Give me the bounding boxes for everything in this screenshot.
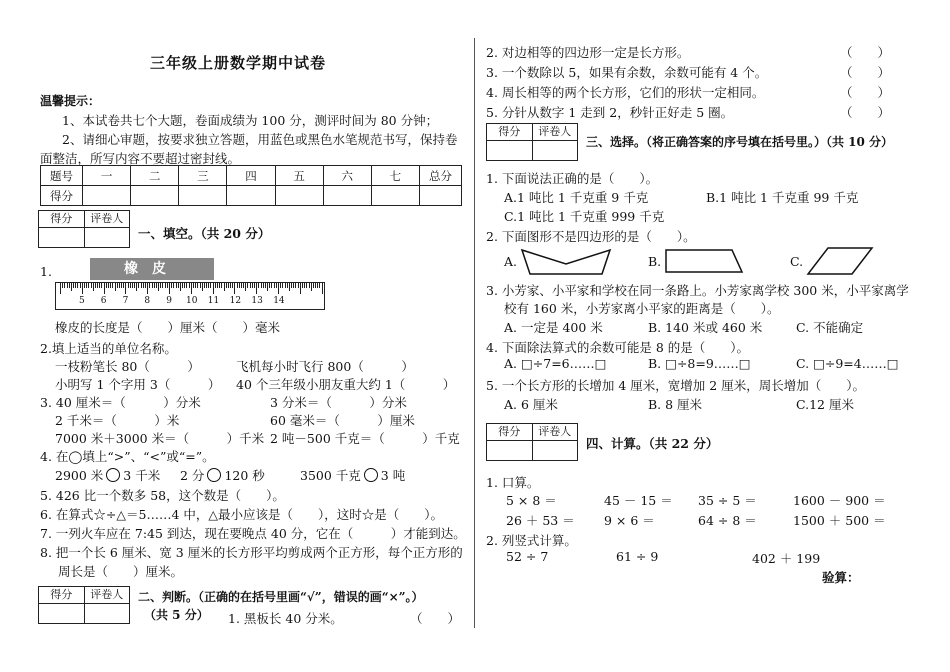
calc-r1-c4: 1600 － 900 ＝	[793, 493, 886, 508]
ruler-tick	[132, 283, 133, 288]
ruler-tick	[228, 283, 229, 288]
ruler-tick	[252, 283, 253, 288]
ruler-tick	[84, 283, 85, 288]
s2-q3: 3. 一个数除以 5，如果有余数，余数可能有 4 个。	[486, 65, 768, 80]
ruler-tick	[195, 283, 196, 288]
s3-q2: 2. 下面图形不是四边形的是（ ）。	[486, 229, 696, 244]
ruler-tick	[319, 283, 320, 288]
ruler-tick	[254, 283, 255, 288]
ruler-tick	[97, 283, 98, 288]
ruler-tick	[285, 283, 286, 288]
ruler-tick	[182, 283, 183, 288]
s1-q2-a: 一枝粉笔长 80（ ）	[55, 359, 200, 374]
ruler-tick	[152, 283, 153, 288]
ruler-tick	[210, 283, 211, 288]
ruler-tick	[221, 283, 222, 288]
s3-q1: 1. 下面说法正确的是（ ）。	[486, 171, 659, 186]
s1-q3-b: 3 分米＝（ ）分米	[270, 395, 407, 410]
ruler-tick	[274, 283, 275, 288]
ruler-tick	[178, 283, 179, 288]
s1-q2-b: 飞机每小时飞行 800（ ）	[236, 359, 414, 374]
ruler-tick	[306, 283, 307, 288]
s1-q5: 5. 426 比一个数多 58，这个数是（ ）。	[40, 488, 285, 503]
ruler-tick	[289, 283, 290, 291]
compare-circle[interactable]	[207, 468, 221, 482]
ruler-tick	[200, 283, 201, 288]
score-header-total: 总分	[420, 166, 462, 186]
ruler-tick	[213, 283, 214, 294]
ruler-tick	[278, 283, 279, 294]
ruler-tick	[108, 283, 109, 288]
check-label: 验算：	[822, 570, 860, 585]
s3-q2-a: A.	[504, 254, 518, 269]
s1-q4-a-right: 3 千米	[123, 468, 161, 483]
s1-q3-c: 2 千米＝（ ）米	[55, 413, 180, 428]
grader-score-label: 得分	[487, 124, 533, 140]
grader-box-2	[38, 586, 130, 624]
ruler-tick	[69, 283, 70, 288]
grader-name-label: 评卷人	[90, 588, 124, 601]
s1-q7: 7. 一列火车应在 7:45 到达，现在要晚点 40 分，它在（ ）才能到达。	[40, 526, 466, 541]
grader-score-cell[interactable]	[39, 228, 85, 247]
s1-q6: 6. 在算式☆÷△＝5……4 中，△最小应该是（ ），这时☆是（ ）。	[40, 507, 443, 522]
ruler-tick	[138, 283, 139, 288]
ruler-tick	[282, 283, 283, 288]
ruler-tick	[302, 283, 303, 288]
ruler-tick	[291, 283, 292, 288]
s1-q4-b-right: 120 秒	[224, 468, 265, 483]
ruler-tick	[165, 283, 166, 288]
ruler-tick	[143, 283, 144, 288]
calc-r2-c1: 26 ＋ 53 ＝	[506, 513, 575, 528]
ruler-tick	[298, 283, 299, 288]
score-header-7: 七	[371, 166, 419, 186]
s1-q2: 2.填上适当的单位名称。	[40, 341, 177, 356]
ruler-tick	[208, 283, 209, 288]
ruler-tick	[60, 283, 61, 294]
ruler-tick	[180, 283, 181, 291]
s1-q1-text: 橡皮的长度是（ ）厘米（ ）毫米	[55, 320, 281, 335]
grader-box-1	[38, 210, 130, 248]
ruler-label: 8	[144, 296, 151, 306]
ruler-tick	[237, 283, 238, 288]
ruler-tick	[295, 283, 296, 288]
ruler-tick	[158, 283, 159, 291]
ruler-tick	[88, 283, 89, 288]
grader-score-cell[interactable]	[39, 604, 85, 623]
s1-q1-num: 1.	[40, 264, 52, 279]
ruler-tick	[162, 283, 163, 288]
ruler-tick	[261, 283, 262, 288]
ruler-tick	[173, 283, 174, 288]
grader-name-cell[interactable]	[85, 604, 130, 623]
ruler-tick	[99, 283, 100, 288]
ruler-tick	[191, 283, 192, 294]
tips-label: 温馨提示：	[40, 94, 101, 108]
ruler-label: 5	[79, 296, 85, 306]
s1-q4-c-right: 3 吨	[380, 468, 406, 483]
ruler-tick	[234, 283, 235, 294]
s3-q5: 5. 一个长方形的长增加 4 厘米，宽增加 2 厘米，周长增加（ ）。	[486, 378, 865, 393]
ruler-tick	[134, 283, 135, 288]
ruler-tick	[184, 283, 185, 288]
s2-q5-answer[interactable]: （ ）	[840, 105, 891, 120]
ruler-tick	[215, 283, 216, 288]
ruler-tick	[226, 283, 227, 288]
ruler-tick	[245, 283, 246, 291]
ruler-tick	[67, 283, 68, 288]
score-cell[interactable]	[371, 186, 419, 206]
ruler-tick	[154, 283, 155, 288]
ruler-tick	[121, 283, 122, 288]
section4-title: 四、计算。（共 22 分）	[586, 436, 719, 451]
ruler-tick	[280, 283, 281, 288]
s3-q3-a: A. 一定是 400 米	[504, 320, 603, 335]
ruler-tick	[271, 283, 272, 288]
ruler-tick	[77, 283, 78, 288]
ruler-tick	[71, 283, 72, 291]
ruler-tick	[128, 283, 129, 288]
ruler-tick	[125, 283, 126, 294]
ruler-tick	[311, 283, 312, 291]
s3-q5-b: B. 8 厘米	[648, 397, 703, 412]
ruler-tick	[169, 283, 170, 294]
tip-2a: 2、请细心审题，按要求独立答题，用蓝色或黑色水笔规范书写，保持卷	[62, 132, 458, 147]
s1-q8b: 周长是（ ）厘米。	[58, 564, 184, 579]
score-cell[interactable]	[227, 186, 275, 206]
s1-q8a: 8. 把一个长 6 厘米、宽 3 厘米的长方形平均剪成两个正方形，每个正方形的	[40, 545, 463, 560]
s1-q4-c	[300, 466, 405, 484]
ruler-label: 12	[229, 296, 242, 306]
s3-q1-c: C.1 吨比 1 千克重 999 千克	[504, 209, 665, 224]
s3-q3a: 3. 小芳家、小平家和学校在同一条路上。小芳家离学校 300 米，小平家离学	[486, 283, 909, 298]
ruler-tick	[202, 283, 203, 291]
ruler-tick	[91, 283, 92, 288]
ruler-tick	[189, 283, 190, 288]
score-header-label: 题号	[41, 166, 83, 186]
ruler-tick	[219, 283, 220, 288]
ruler-tick	[62, 283, 63, 288]
ruler-label: 13	[251, 296, 263, 306]
ruler-tick	[204, 283, 205, 288]
ruler-tick	[112, 283, 113, 288]
ruler-tick	[171, 283, 172, 288]
score-cell[interactable]	[275, 186, 323, 206]
ruler-label: 6	[100, 296, 107, 306]
section3-title: 三、选择。（将正确答案的序号填在括号里。）（共 10 分）	[586, 135, 894, 149]
score-header-1: 一	[83, 166, 131, 186]
grader-name-label: 评卷人	[538, 125, 572, 138]
grader-name-label: 评卷人	[90, 212, 124, 225]
ruler-tick	[95, 283, 96, 288]
score-cell[interactable]	[131, 186, 179, 206]
ruler-tick	[119, 283, 120, 288]
ruler-tick	[75, 283, 76, 288]
calc-r1-c1: 5 × 8 ＝	[506, 493, 557, 508]
ruler-tick	[160, 283, 161, 288]
s1-q4-b-left: 2 分	[180, 468, 205, 483]
s2-q2-answer[interactable]: （ ）	[840, 45, 891, 60]
ruler-tick	[193, 283, 194, 288]
ruler-tick	[258, 283, 259, 288]
ruler-tick	[287, 283, 288, 288]
s3-q2-b: B.	[648, 254, 662, 269]
ruler-tick	[304, 283, 305, 288]
ruler-tick	[241, 283, 242, 288]
ruler-tick	[317, 283, 318, 288]
ruler-tick	[130, 283, 131, 288]
s1-q3-f: 2 吨－500 千克＝（ ）千克	[270, 431, 460, 446]
ruler-tick	[167, 283, 168, 288]
ruler-tick	[300, 283, 301, 294]
ruler-tick	[206, 283, 207, 288]
ruler-tick	[256, 283, 257, 294]
ruler-tick	[101, 283, 102, 288]
grader-box-4	[486, 423, 578, 461]
section1-title: 一、填空。（共 20 分）	[138, 226, 271, 241]
ruler-tick	[263, 283, 264, 288]
ruler-tick	[82, 283, 83, 294]
ruler-tick	[176, 283, 177, 288]
s3-q1-a: A.1 吨比 1 千克重 9 千克	[504, 190, 649, 205]
ruler-tick	[293, 283, 294, 288]
s2-q5: 5. 分针从数字 1 走到 2，秒针正好走 5 圈。	[486, 105, 734, 120]
ruler-tick	[136, 283, 137, 291]
s1-q2-d: 40 个三年级小朋友重大约 1（ ）	[236, 377, 456, 392]
grader-score-cell[interactable]	[487, 441, 533, 460]
ruler-tick	[315, 283, 316, 288]
s1-q3-e: 7000 米＋3000 米＝（ ）千米	[55, 431, 265, 446]
score-cell[interactable]	[179, 186, 227, 206]
ruler-label: 9	[166, 296, 172, 306]
ruler-tick	[141, 283, 142, 288]
ruler-tick	[322, 283, 323, 294]
tip-2b: 面整洁，所写内容不要超过密封线。	[40, 151, 241, 166]
grader-name-cell[interactable]	[533, 141, 578, 160]
calc-r2-c4: 1500 ＋ 500 ＝	[793, 513, 886, 528]
page-title: 三年级上册数学期中试卷	[150, 54, 327, 72]
grader-name-cell[interactable]	[533, 441, 578, 460]
ruler-tick	[250, 283, 251, 288]
ruler-tick	[230, 283, 231, 288]
s1-q4-c-left: 3500 千克	[300, 468, 361, 483]
grader-score-label: 得分	[39, 587, 85, 603]
ruler-tick	[217, 283, 218, 288]
s3-q3-b: B. 140 米或 460 米	[648, 320, 763, 335]
ruler-tick	[117, 283, 118, 288]
score-cell[interactable]	[420, 186, 462, 206]
ruler-tick	[149, 283, 150, 288]
eraser-image: 橡皮	[90, 258, 214, 280]
s2-q2: 2. 对边相等的四边形一定是长方形。	[486, 45, 690, 60]
ruler-label: 10	[186, 296, 198, 306]
s4-q2: 2. 列竖式计算。	[486, 533, 577, 548]
ruler-tick	[64, 283, 65, 288]
s1-q4-a	[55, 466, 160, 484]
score-header-5: 五	[275, 166, 323, 186]
column-divider	[474, 38, 475, 628]
score-row-label: 得分	[41, 186, 83, 206]
section2-title: 二、判断。（正确的在括号里画“√”，错误的画“×”。）	[138, 590, 424, 604]
compare-circle[interactable]	[106, 468, 120, 482]
ruler-tick	[123, 283, 124, 288]
grader-name-cell[interactable]	[85, 228, 130, 247]
grader-name-label: 评卷人	[538, 425, 572, 438]
grader-score-cell[interactable]	[487, 141, 533, 160]
score-cell[interactable]	[83, 186, 131, 206]
ruler-tick	[309, 283, 310, 288]
ruler-tick	[265, 283, 266, 288]
compare-circle[interactable]	[364, 468, 378, 482]
ruler-tick	[232, 283, 233, 288]
s3-q4: 4. 下面除法算式的余数可能是 8 的是（ ）。	[486, 340, 750, 355]
s3-q1-b: B.1 吨比 1 千克重 99 千克	[706, 190, 859, 205]
ruler-tick	[247, 283, 248, 288]
shape-b-trapezoid	[662, 246, 746, 276]
calc-r1-c3: 35 ÷ 5 ＝	[698, 493, 757, 508]
score-cell[interactable]	[323, 186, 371, 206]
s1-q3-a: 3. 40 厘米＝（ ）分米	[40, 395, 201, 410]
calc-r3-c1: 52 ÷ 7	[506, 549, 549, 564]
s3-q3b: 校有 160 米，小芳家离小平家的距离是（ ）。	[504, 301, 780, 316]
s3-q4-b: B. □÷8=9……□	[648, 356, 751, 371]
score-header-4: 四	[227, 166, 275, 186]
ruler-tick	[224, 283, 225, 291]
ruler-tick	[115, 283, 116, 291]
ruler-tick	[80, 283, 81, 288]
ruler-tick	[145, 283, 146, 288]
ruler-label: 7	[122, 296, 129, 306]
s3-q2-c: C.	[790, 254, 804, 269]
s4-q1: 1. 口算。	[486, 475, 540, 490]
ruler-tick	[239, 283, 240, 288]
s2-q1: 1. 黑板长 40 分米。	[228, 611, 343, 626]
ruler-image	[55, 282, 325, 310]
ruler-tick	[197, 283, 198, 288]
ruler-tick	[104, 283, 105, 294]
calc-r3-c2: 61 ÷ 9	[616, 549, 659, 564]
tip-1: 1、本试卷共七个大题，卷面成绩为 100 分，测评时间为 80 分钟；	[62, 113, 439, 128]
score-header-6: 六	[323, 166, 371, 186]
ruler-tick	[93, 283, 94, 291]
s3-q4-a: A. □÷7=6……□	[504, 356, 607, 371]
grader-box-3	[486, 123, 578, 161]
calc-r2-c2: 9 × 6 ＝	[604, 513, 655, 528]
s2-q4-answer[interactable]: （ ）	[840, 85, 891, 100]
s1-q4-a-left: 2900 米	[55, 468, 104, 483]
s2-q1-answer[interactable]: （ ）	[410, 611, 461, 626]
ruler-tick	[313, 283, 314, 288]
s3-q3-c: C. 不能确定	[796, 320, 864, 335]
ruler-tick	[243, 283, 244, 288]
shape-a-concave	[518, 244, 614, 278]
shape-c-parallelogram	[806, 244, 876, 278]
ruler-tick	[269, 283, 270, 288]
ruler-tick	[86, 283, 87, 288]
s3-q5-c: C.12 厘米	[796, 397, 854, 412]
score-header-3: 三	[179, 166, 227, 186]
s1-q3-d: 60 毫米＝（ ）厘米	[270, 413, 415, 428]
ruler-label: 14	[273, 296, 285, 306]
grader-score-label: 得分	[487, 424, 533, 440]
s1-q4: 4. 在◯填上“>”、“<”或“=”。	[40, 449, 215, 464]
calc-r2-c3: 64 ÷ 8 ＝	[698, 513, 757, 528]
ruler-tick	[186, 283, 187, 288]
ruler-tick	[156, 283, 157, 288]
calc-r1-c2: 45 － 15 ＝	[604, 493, 673, 508]
ruler-tick	[110, 283, 111, 288]
calc-r3-c3: 402 ＋ 199	[752, 551, 821, 566]
s2-q4: 4. 周长相等的两个长方形，它们的形状一定相同。	[486, 85, 765, 100]
grader-score-label: 得分	[39, 211, 85, 227]
ruler-tick	[73, 283, 74, 288]
ruler-tick	[276, 283, 277, 288]
ruler-tick	[106, 283, 107, 288]
section2-points: （共 5 分）	[144, 608, 209, 622]
ruler-tick	[267, 283, 268, 291]
s3-q4-c: C. □÷9=4……□	[796, 356, 899, 371]
score-header-2: 二	[131, 166, 179, 186]
ruler-label: 11	[207, 296, 220, 306]
s2-q3-answer[interactable]: （ ）	[840, 65, 891, 80]
s1-q4-b	[180, 466, 265, 484]
s1-q2-c: 小明写 1 个字用 3（ ）	[55, 377, 221, 392]
ruler-tick	[147, 283, 148, 294]
score-table	[40, 165, 462, 206]
s3-q5-a: A. 6 厘米	[504, 397, 558, 412]
